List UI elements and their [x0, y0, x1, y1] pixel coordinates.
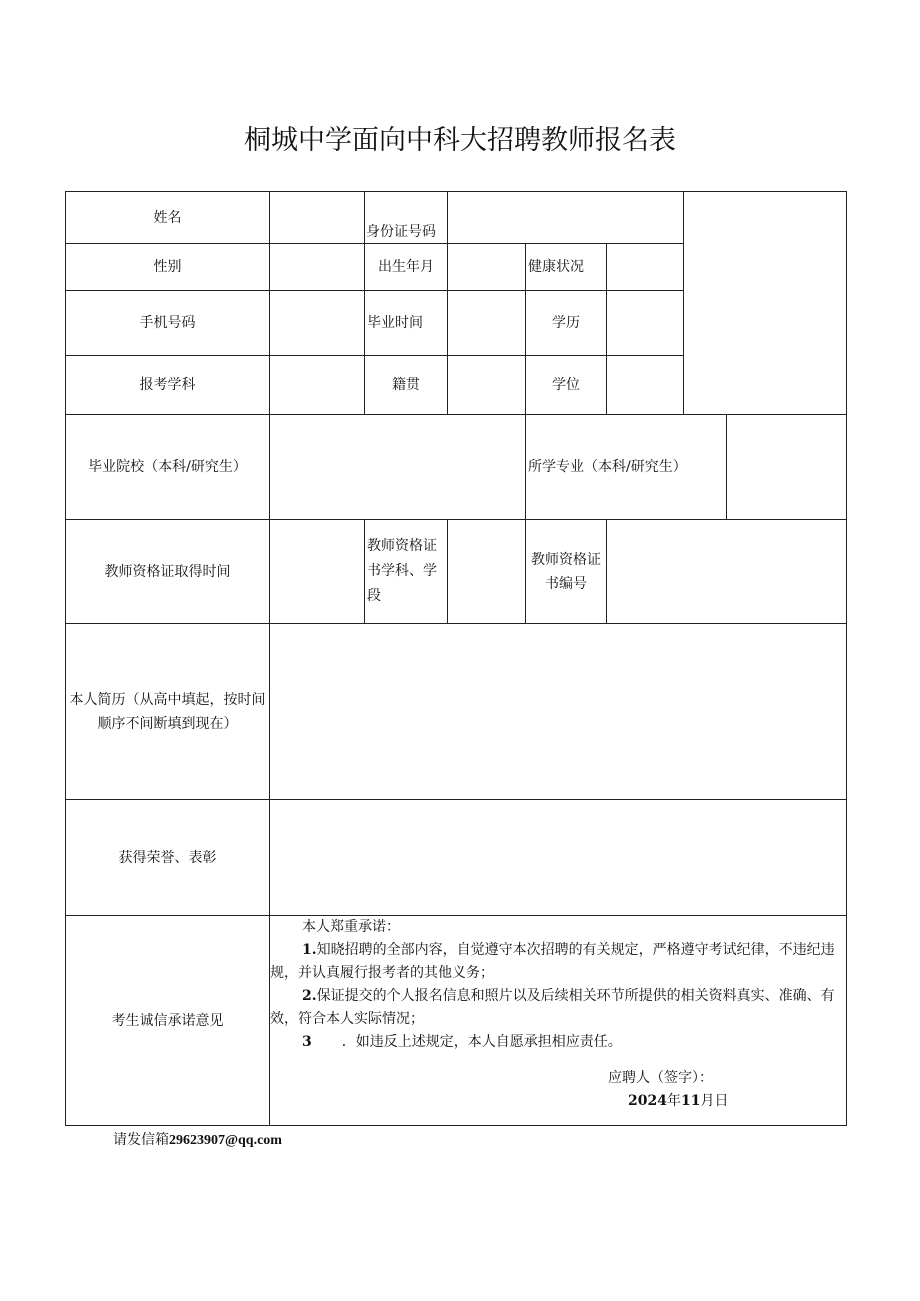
gender-label: 性别	[153, 259, 182, 275]
cert-time-field[interactable]	[270, 520, 364, 623]
pledge-intro: 本人郑重承诺：	[302, 919, 400, 935]
pledge-label: 考生诚信承诺意见	[111, 1012, 224, 1029]
cert-number-field[interactable]	[607, 520, 846, 623]
major-label: 所学专业（本科/研究生）	[528, 459, 687, 475]
name-label: 姓名	[153, 209, 182, 226]
grad-time-field[interactable]	[448, 291, 525, 355]
education-field[interactable]	[607, 291, 683, 355]
cert-subject-field[interactable]	[448, 520, 525, 623]
resume-label: 本人简历（从高中填起，按时间顺序不间断填到现在）	[69, 691, 266, 732]
gender-field[interactable]	[270, 244, 364, 290]
grad-time-label: 毕业时间	[367, 315, 423, 331]
pledge-item-2: 2.保证提交的个人报名信息和照片以及后续相关环节所提供的相关资料真实、准确、有效，符合本人实际情况；	[270, 988, 835, 1027]
honors-field[interactable]	[270, 800, 846, 915]
health-field[interactable]	[607, 244, 683, 290]
resume-field[interactable]	[270, 624, 846, 799]
cert-subject-label: 教师资格证书学科、学段	[367, 538, 437, 604]
pledge-text	[270, 916, 848, 1126]
native-place-field[interactable]	[448, 356, 525, 414]
cert-number-label: 教师资格证书编号	[531, 551, 601, 592]
phone-label: 手机号码	[139, 315, 196, 331]
subject-label: 报考学科	[139, 377, 196, 393]
native-place-label: 籍贯	[392, 377, 420, 393]
degree-field[interactable]	[607, 356, 683, 414]
major-field[interactable]	[727, 415, 846, 519]
pledge-item-3: 3 ．如违反上述规定，本人自愿承担相应责任。	[302, 1034, 622, 1050]
registration-form	[65, 191, 847, 1126]
name-field[interactable]	[270, 192, 364, 243]
footer-note: 请发信箱29623907@qq.com	[113, 1132, 282, 1148]
cert-time-label: 教师资格证取得时间	[104, 563, 231, 580]
photo-box[interactable]	[684, 192, 846, 414]
school-label: 毕业院校（本科/研究生）	[88, 459, 247, 475]
honors-label: 获得荣誉、表彰	[118, 849, 217, 866]
education-label: 学历	[552, 315, 580, 331]
health-label: 健康状况	[528, 259, 584, 275]
degree-label: 学位	[552, 377, 580, 393]
birth-label: 出生年月	[378, 259, 434, 275]
birth-field[interactable]	[448, 244, 525, 290]
school-field[interactable]	[270, 415, 525, 519]
signer-label: 应聘人（签字）：	[608, 1070, 713, 1086]
email-address: 29623907@qq.com	[169, 1133, 282, 1148]
id-number-field[interactable]	[448, 192, 683, 243]
subject-field[interactable]	[270, 356, 364, 414]
phone-field[interactable]	[270, 291, 364, 355]
pledge-date: 2024年11月日	[628, 1093, 729, 1109]
id-number-label: 身份证号码	[366, 224, 436, 240]
page-title: 桐城中学面向中科大招聘教师报名表	[244, 125, 676, 156]
pledge-item-1: 1.知晓招聘的全部内容，自觉遵守本次招聘的有关规定，严格遵守考试纪律，不违纪违规，并认真履行报考者的其他义务；	[270, 942, 835, 981]
